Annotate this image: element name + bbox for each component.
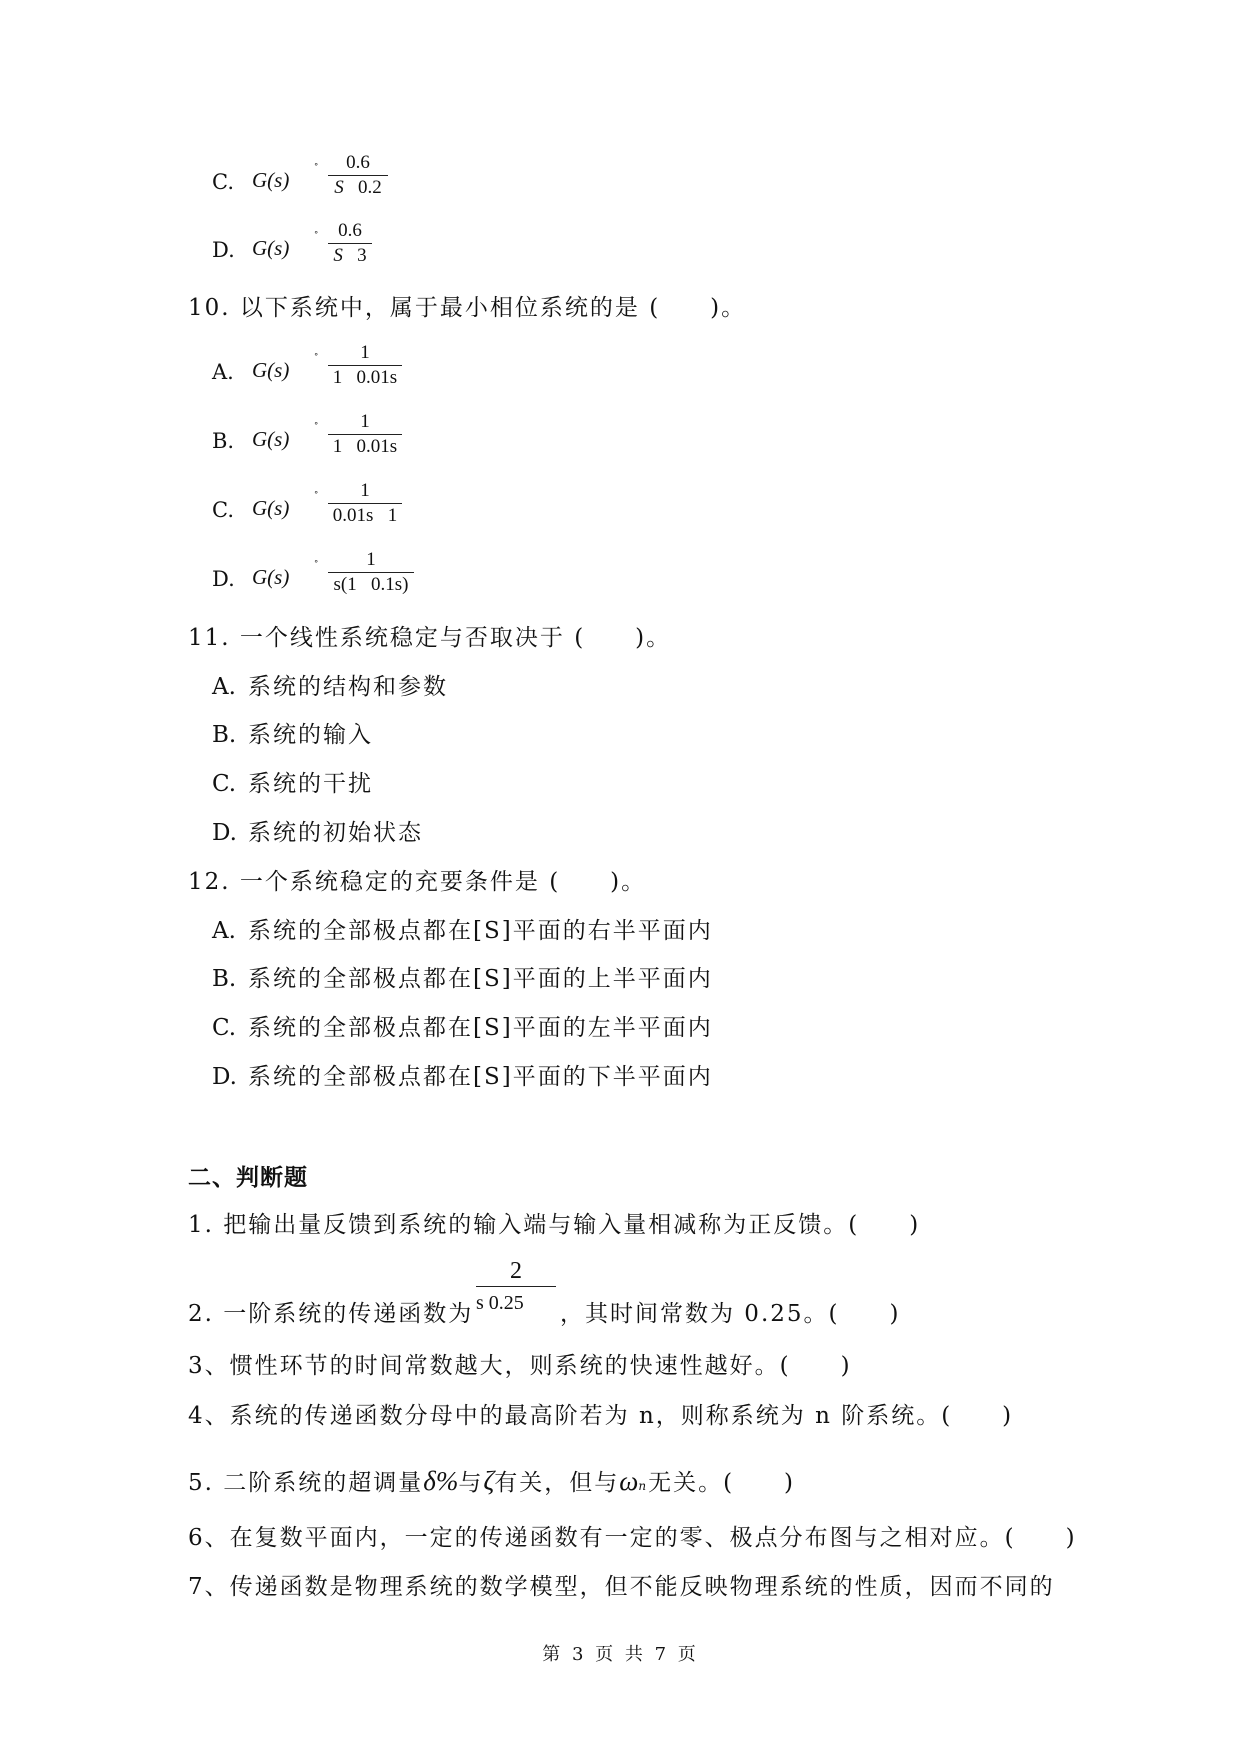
formula-lhs: G(s) xyxy=(252,236,290,260)
formula-fraction xyxy=(328,480,402,527)
tf-item-7: 7、传递函数是物理系统的数学模型，但不能反映物理系统的性质，因而不同的 xyxy=(188,1574,1055,1600)
denominator: S 3 xyxy=(333,245,367,266)
omega-symbol: ω xyxy=(619,1466,639,1496)
zeta-symbol: ζ xyxy=(483,1466,495,1496)
formula-fraction xyxy=(328,411,402,458)
numerator: 1 xyxy=(360,480,370,501)
tf-item-2-suffix: ，其时间常数为 0.25。( ) xyxy=(560,1301,901,1327)
question-10-stem: 10. 以下系统中，属于最小相位系统的是 ( )。 xyxy=(188,295,747,321)
formula-equals: ˚ xyxy=(314,557,319,572)
numerator: 0.6 xyxy=(338,220,362,241)
denominator: 1 0.01s xyxy=(332,436,398,457)
formula-fraction xyxy=(328,342,402,389)
tf-item-5: 5. 二阶系统的超调量δ%与ζ有关，但与ωn无关。( ) xyxy=(188,1466,796,1496)
formula-lhs: G(s) xyxy=(252,427,290,451)
option-label: D. xyxy=(212,567,235,591)
denominator: s 0.25 xyxy=(476,1292,524,1314)
formula-fraction xyxy=(328,220,372,267)
q12-option-c: C. 系统的全部极点都在[S]平面的左半平面内 xyxy=(212,1015,713,1041)
formula-lhs: G(s) xyxy=(252,168,290,192)
tf-item-2-prefix: 2. 一阶系统的传递函数为 xyxy=(188,1301,474,1327)
formula-lhs: G(s) xyxy=(252,358,290,382)
q11-option-a: A. 系统的结构和参数 xyxy=(212,674,448,700)
option-label: C. xyxy=(212,170,234,194)
tf-item-4: 4、系统的传递函数分母中的最高阶若为 n，则称系统为 n 阶系统。( ) xyxy=(188,1403,1014,1429)
q11-option-b: B. 系统的输入 xyxy=(212,722,373,748)
fraction-bar xyxy=(476,1286,556,1287)
tf-item-6: 6、在复数平面内，一定的传递函数有一定的零、极点分布图与之相对应。( ) xyxy=(188,1525,1077,1551)
formula-fraction xyxy=(328,549,414,596)
formula-equals: ˚ xyxy=(314,228,319,243)
q11-option-d: D. 系统的初始状态 xyxy=(212,820,423,846)
formula-lhs: G(s) xyxy=(252,496,290,520)
question-12-stem: 12. 一个系统稳定的充要条件是 ( )。 xyxy=(188,869,647,895)
delta-symbol: δ% xyxy=(423,1466,459,1496)
option-label: C. xyxy=(212,498,234,522)
q12-option-b: B. 系统的全部极点都在[S]平面的上半平面内 xyxy=(212,966,713,992)
section-heading: 二、判断题 xyxy=(188,1164,308,1191)
option-label: A. xyxy=(212,360,234,384)
tf-item-3: 3、惯性环节的时间常数越大，则系统的快速性越好。( ) xyxy=(188,1353,852,1379)
q11-option-c: C. 系统的干扰 xyxy=(212,771,373,797)
numerator: 1 xyxy=(360,411,370,432)
option-label: B. xyxy=(212,429,235,453)
numerator: 1 xyxy=(360,342,370,363)
numerator: 1 xyxy=(366,549,376,570)
q12-option-d: D. 系统的全部极点都在[S]平面的下半平面内 xyxy=(212,1064,713,1090)
denominator: s(1 0.1s) xyxy=(333,574,409,595)
formula-equals: ˚ xyxy=(314,160,319,175)
option-label: D. xyxy=(212,238,235,262)
q12-option-a: A. 系统的全部极点都在[S]平面的右半平面内 xyxy=(212,918,713,944)
formula-equals: ˚ xyxy=(314,419,319,434)
formula-lhs: G(s) xyxy=(252,565,290,589)
formula-equals: ˚ xyxy=(314,488,319,503)
question-11-stem: 11. 一个线性系统稳定与否取决于 ( )。 xyxy=(188,625,672,651)
denominator: S 0.2 xyxy=(334,177,382,198)
tf-item-1: 1. 把输出量反馈到系统的输入端与输入量相减称为正反馈。( ) xyxy=(188,1212,921,1238)
denominator: 0.01s 1 xyxy=(332,505,398,526)
numerator: 0.6 xyxy=(346,152,370,173)
denominator: 1 0.01s xyxy=(332,367,398,388)
numerator: 2 xyxy=(510,1258,522,1284)
formula-equals: ˚ xyxy=(314,350,319,365)
page-footer: 第 3 页 共 7 页 xyxy=(542,1644,699,1665)
formula-fraction xyxy=(328,152,388,199)
